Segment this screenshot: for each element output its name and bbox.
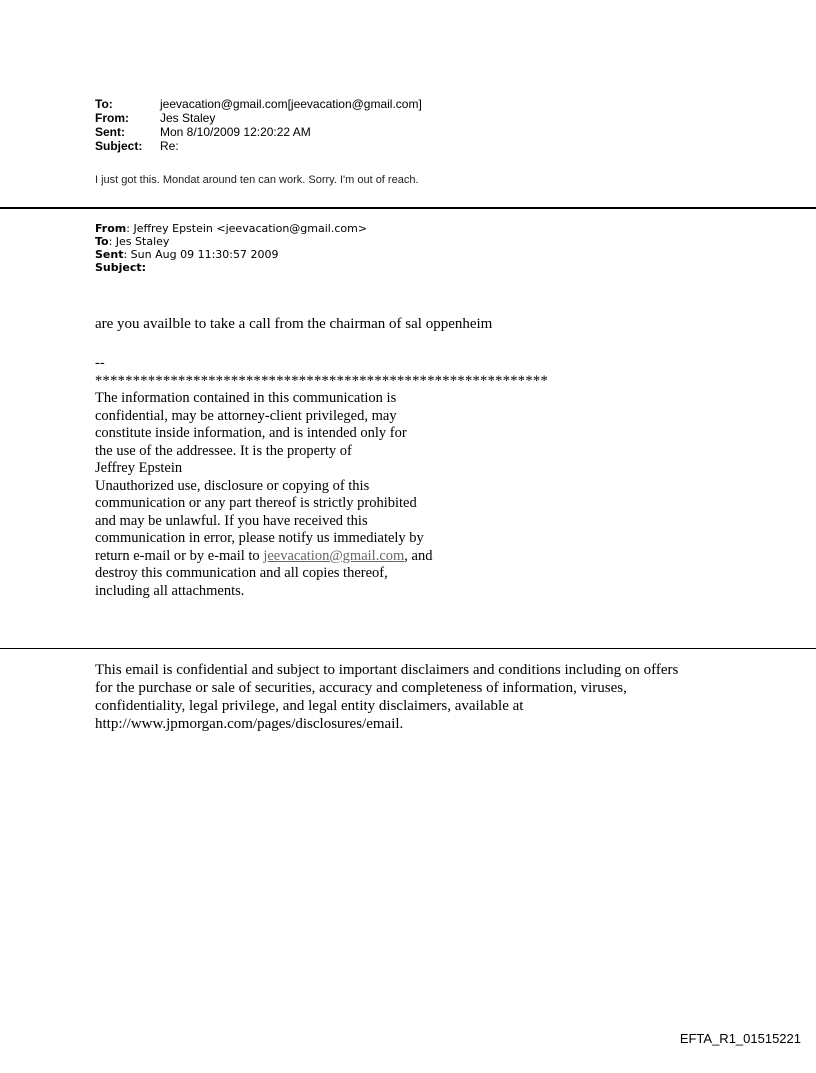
sig-line: constitute inside information, and is intended only for (95, 425, 407, 441)
footer-line: http://www.jpmorgan.com/pages/disclosures/email. (95, 716, 404, 732)
from-label: From: (95, 111, 129, 125)
fwd-to-row (95, 235, 367, 248)
fwd-subject-value: : (141, 261, 147, 274)
email-header (95, 97, 422, 153)
footer-line: confidentiality, legal privilege, and legal entity disclaimers, available at (95, 698, 524, 714)
forwarded-header (95, 222, 367, 274)
divider-top (0, 207, 816, 209)
sig-line: communication in error, please notify us immediately by (95, 530, 424, 546)
from-value: Jes Staley (160, 111, 216, 125)
sig-line: and may be unlawful. If you have received this (95, 512, 368, 529)
subject-row (95, 139, 422, 153)
sig-line: Unauthorized use, disclosure or copying of this (95, 477, 370, 494)
reply-body: I just got this. Mondat around ten can work. Sorry. I'm out of reach. (95, 174, 419, 186)
fwd-subject-row (95, 261, 367, 274)
sig-line: Jeffrey Epstein (95, 460, 183, 476)
sig-line: confidential, may be attorney-client privileged, may (95, 407, 397, 424)
footer-line: This email is confidential and subject to important disclaimers and conditions including on offers (95, 662, 679, 678)
email-link[interactable]: jeevacation@gmail.com (263, 547, 405, 564)
footer-disclaimer (95, 661, 735, 733)
subject-label: Subject: (95, 139, 143, 153)
to-value: jeevacation@gmail.com[jeevacation@gmail.com] (160, 97, 422, 111)
divider-bottom (0, 648, 816, 649)
sig-line-email (95, 548, 548, 566)
sig-line: destroy this communication and all copies thereof, (95, 565, 388, 581)
fwd-from-label: From (95, 222, 127, 235)
footer-line: for the purchase or sale of securities, accuracy and completeness of information, viruses, (95, 680, 627, 696)
document-id: EFTA_R1_01515221 (679, 1031, 801, 1046)
subject-value: Re: (160, 139, 179, 153)
fwd-from-value: : Jeffrey Epstein <jeevacation@gmail.com> (126, 222, 368, 235)
sig-line: communication or any part thereof is strictly prohibited (95, 495, 417, 511)
to-label: To: (95, 97, 113, 111)
fwd-subject-label: Subject (95, 261, 142, 274)
sig-line-email-after: , and (404, 547, 433, 564)
sig-stars: ************************************************************ (95, 372, 548, 389)
sig-line: the use of the addressee. It is the property of (95, 442, 352, 459)
sig-dashes: -- (95, 355, 105, 371)
sent-label: Sent: (95, 125, 125, 139)
sent-row (95, 125, 422, 139)
fwd-sent-value: : Sun Aug 09 11:30:57 2009 (123, 248, 279, 261)
sig-line: The information contained in this communication is (95, 390, 397, 406)
fwd-sent-label: Sent (95, 248, 124, 261)
sig-line: including all attachments. (95, 582, 245, 599)
original-message: are you availble to take a call from the chairman of sal oppenheim (95, 316, 493, 332)
fwd-sent-row (95, 248, 367, 261)
fwd-to-value: : Jes Staley (108, 235, 170, 248)
fwd-to-label: To (95, 235, 109, 248)
from-row (95, 111, 422, 125)
to-row (95, 97, 422, 111)
sig-line-email-before: return e-mail or by e-mail to (95, 547, 264, 564)
sent-value: Mon 8/10/2009 12:20:22 AM (160, 125, 311, 139)
fwd-from-row (95, 222, 367, 235)
signature-block (95, 355, 548, 600)
